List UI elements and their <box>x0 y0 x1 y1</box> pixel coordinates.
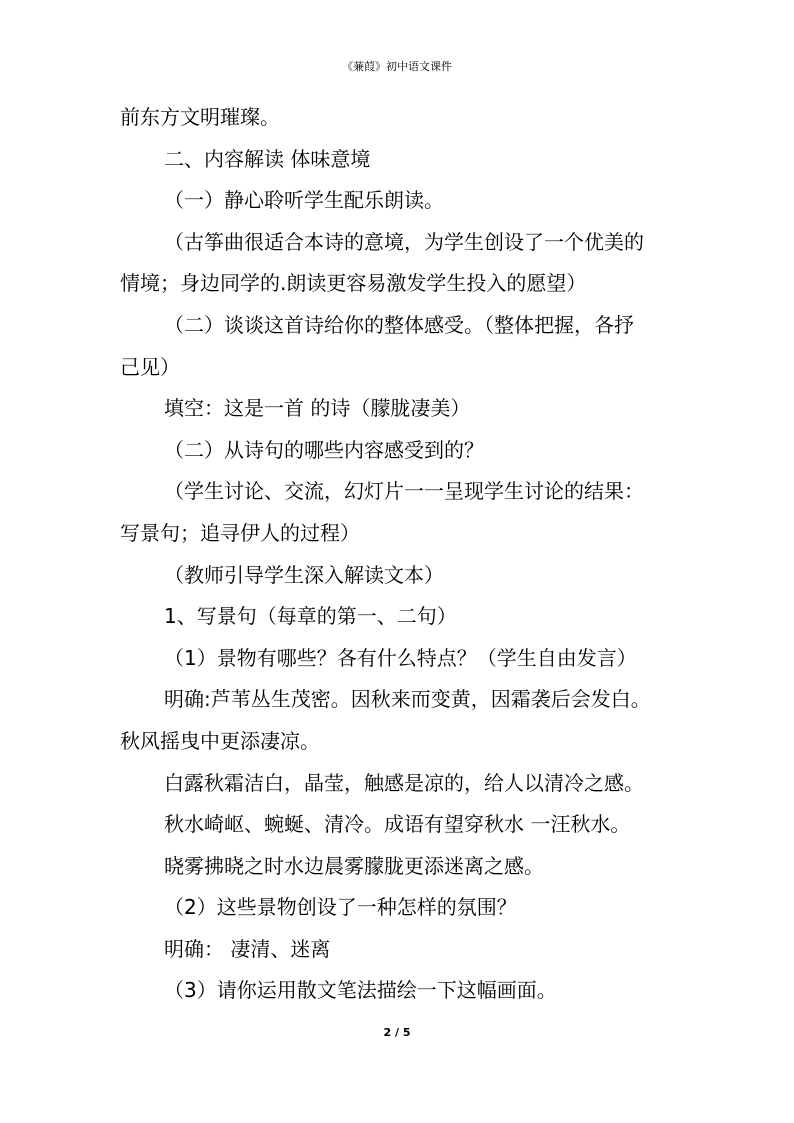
text-line: 填空：这是一首 的诗（朦胧凄美） <box>164 396 471 421</box>
text-line: 秋风摇曳中更添凄凉。 <box>120 728 320 753</box>
text-line: （二）谈谈这首诗给你的整体感受。（整体把握，各抒 <box>164 312 634 337</box>
text-line: （古筝曲很适合本诗的意境，为学生创设了一个优美的 <box>164 229 644 254</box>
text-line: （教师引导学生深入解读文本） <box>164 562 444 587</box>
text-line: 明确： 凄清、迷离 <box>164 936 331 961</box>
text-line: 己见） <box>120 354 180 379</box>
text-line: （学生讨论、交流，幻灯片一一呈现学生讨论的结果： <box>164 479 644 504</box>
text-line: （一）静心聆听学生配乐朗读。 <box>164 188 444 213</box>
page-header: 《蒹葭》初中语文课件 <box>342 60 452 73</box>
page-number: 2 / 5 <box>383 1026 411 1039</box>
text-line: （3）请你运用散文笔法描绘一下这幅画面。 <box>164 978 557 1003</box>
document-body <box>120 97 680 1012</box>
text-line: 秋水崎岖、蜿蜒、清冷。成语有望穿秋水 一汪秋水。 <box>164 812 631 837</box>
text-line: 情境；身边同学的.朗读更容易激发学生投入的愿望） <box>120 271 587 296</box>
section-heading: 二、内容解读 体味意境 <box>164 146 371 171</box>
text-line: 明确:芦苇丛生茂密。因秋来而变黄，因霜袭后会发白。 <box>164 687 651 712</box>
text-line: 晓雾拂晓之时水边晨雾朦胧更添迷离之感。 <box>164 853 544 878</box>
text-line: （1）景物有哪些？各有什么特点？（学生自由发言） <box>164 645 637 670</box>
text-line: 写景句；追寻伊人的过程） <box>120 520 360 545</box>
text-line: （2）这些景物创设了一种怎样的氛围？ <box>164 895 517 920</box>
text-line: 1、写景句（每章的第一、二句） <box>164 604 457 629</box>
text-line: 前东方文明璀璨。 <box>120 105 280 129</box>
text-line: （二）从诗句的哪些内容感受到的？ <box>164 437 484 462</box>
text-line: 白露秋霜洁白，晶莹，触感是凉的，给人以清冷之感。 <box>164 770 644 795</box>
